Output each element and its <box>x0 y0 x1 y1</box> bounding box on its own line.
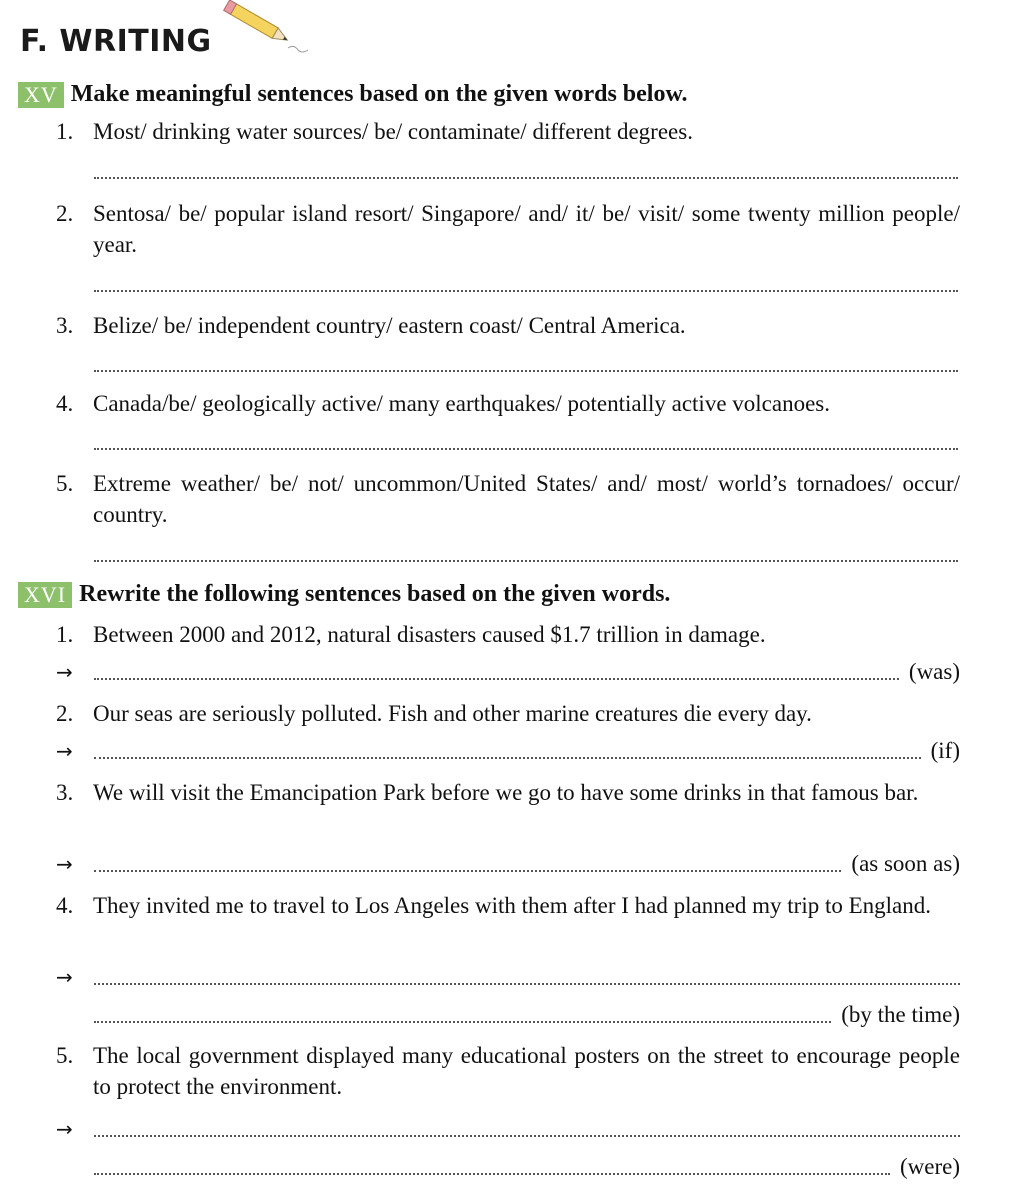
arrow-icon: → <box>56 965 73 989</box>
answer-line[interactable] <box>94 757 921 759</box>
rewrite-line[interactable] <box>56 850 960 878</box>
list-item <box>56 198 960 260</box>
rewrite-line[interactable] <box>56 1153 960 1181</box>
item-text: Most/ drinking water sources/ be/ contaminate/ different degrees. <box>93 119 693 144</box>
rewrite-line[interactable] <box>56 658 960 686</box>
item-text: Belize/ be/ independent country/ eastern coast/ Central America. <box>93 313 686 338</box>
arrow-icon: → <box>56 852 73 876</box>
item-text: Extreme weather/ be/ not/ uncommon/United States/ and/ most/ world’s tornadoes/ occur/ country. <box>93 471 960 527</box>
rewrite-line[interactable] <box>56 1001 960 1029</box>
hint-word: (by the time) <box>841 1002 960 1027</box>
rewrite-line[interactable] <box>56 963 960 991</box>
item-text: They invited me to travel to Los Angeles with them after I had planned my trip to England. <box>93 893 932 918</box>
item-number: 5. <box>56 471 74 496</box>
item-number: 1. <box>56 622 74 647</box>
answer-line[interactable] <box>94 368 958 372</box>
item-number: 5. <box>56 1043 74 1068</box>
answer-line[interactable] <box>94 175 958 179</box>
list-item <box>56 468 960 530</box>
answer-line[interactable] <box>94 288 958 292</box>
answer-line[interactable] <box>94 870 841 872</box>
item-number: 1. <box>56 119 74 144</box>
arrow-icon: → <box>56 660 73 684</box>
pencil-icon <box>218 0 314 58</box>
answer-line[interactable] <box>94 1173 890 1175</box>
item-text: Our seas are seriously polluted. Fish and other marine creatures die every day. <box>93 701 812 726</box>
hint-word: (as soon as) <box>851 851 960 876</box>
item-text: Canada/be/ geologically active/ many earthquakes/ potentially active volcanoes. <box>93 391 830 416</box>
exercise-instruction: Make meaningful sentences based on the given words below. <box>70 81 688 107</box>
hint-word: (was) <box>908 659 960 684</box>
item-number: 2. <box>56 201 74 226</box>
answer-line[interactable] <box>94 983 960 985</box>
list-item <box>56 619 960 650</box>
list-item <box>56 388 960 419</box>
rewrite-line[interactable] <box>56 737 960 765</box>
answer-line[interactable] <box>94 1135 960 1137</box>
section-title: F. WRITING <box>20 24 212 59</box>
item-text: Between 2000 and 2012, natural disasters caused $1.7 trillion in damage. <box>93 622 766 647</box>
rewrite-line[interactable] <box>56 1115 960 1143</box>
item-number: 3. <box>56 313 74 338</box>
hint-word: (were) <box>899 1154 960 1179</box>
item-text: Sentosa/ be/ popular island resort/ Singapore/ and/ it/ be/ visit/ some twenty million people/ year. <box>93 201 960 257</box>
answer-line[interactable] <box>94 1021 831 1023</box>
answer-line[interactable] <box>94 558 958 562</box>
answer-line[interactable] <box>94 446 958 450</box>
list-item <box>56 310 960 341</box>
answer-line[interactable] <box>94 678 899 680</box>
item-number: 4. <box>56 391 74 416</box>
item-text: We will visit the Emancipation Park before we go to have some drinks in that famous bar. <box>93 780 919 805</box>
hint-word: (if) <box>930 738 960 763</box>
arrow-icon: → <box>56 739 73 763</box>
item-number: 3. <box>56 780 74 805</box>
exercise-xvi-header <box>18 581 670 608</box>
item-number: 4. <box>56 893 74 918</box>
list-item <box>56 1040 960 1102</box>
exercise-instruction: Rewrite the following sentences based on the given words. <box>79 581 671 607</box>
exercise-badge: XVI <box>18 582 72 608</box>
item-text: The local government displayed many educational posters on the street to encourage people to protect the environment. <box>93 1043 960 1099</box>
list-item <box>56 777 960 808</box>
exercise-xv-header <box>18 81 687 108</box>
list-item <box>56 698 960 729</box>
list-item <box>56 116 960 147</box>
exercise-badge: XV <box>18 82 64 108</box>
list-item <box>56 890 960 921</box>
arrow-icon: → <box>56 1117 73 1141</box>
item-number: 2. <box>56 701 74 726</box>
